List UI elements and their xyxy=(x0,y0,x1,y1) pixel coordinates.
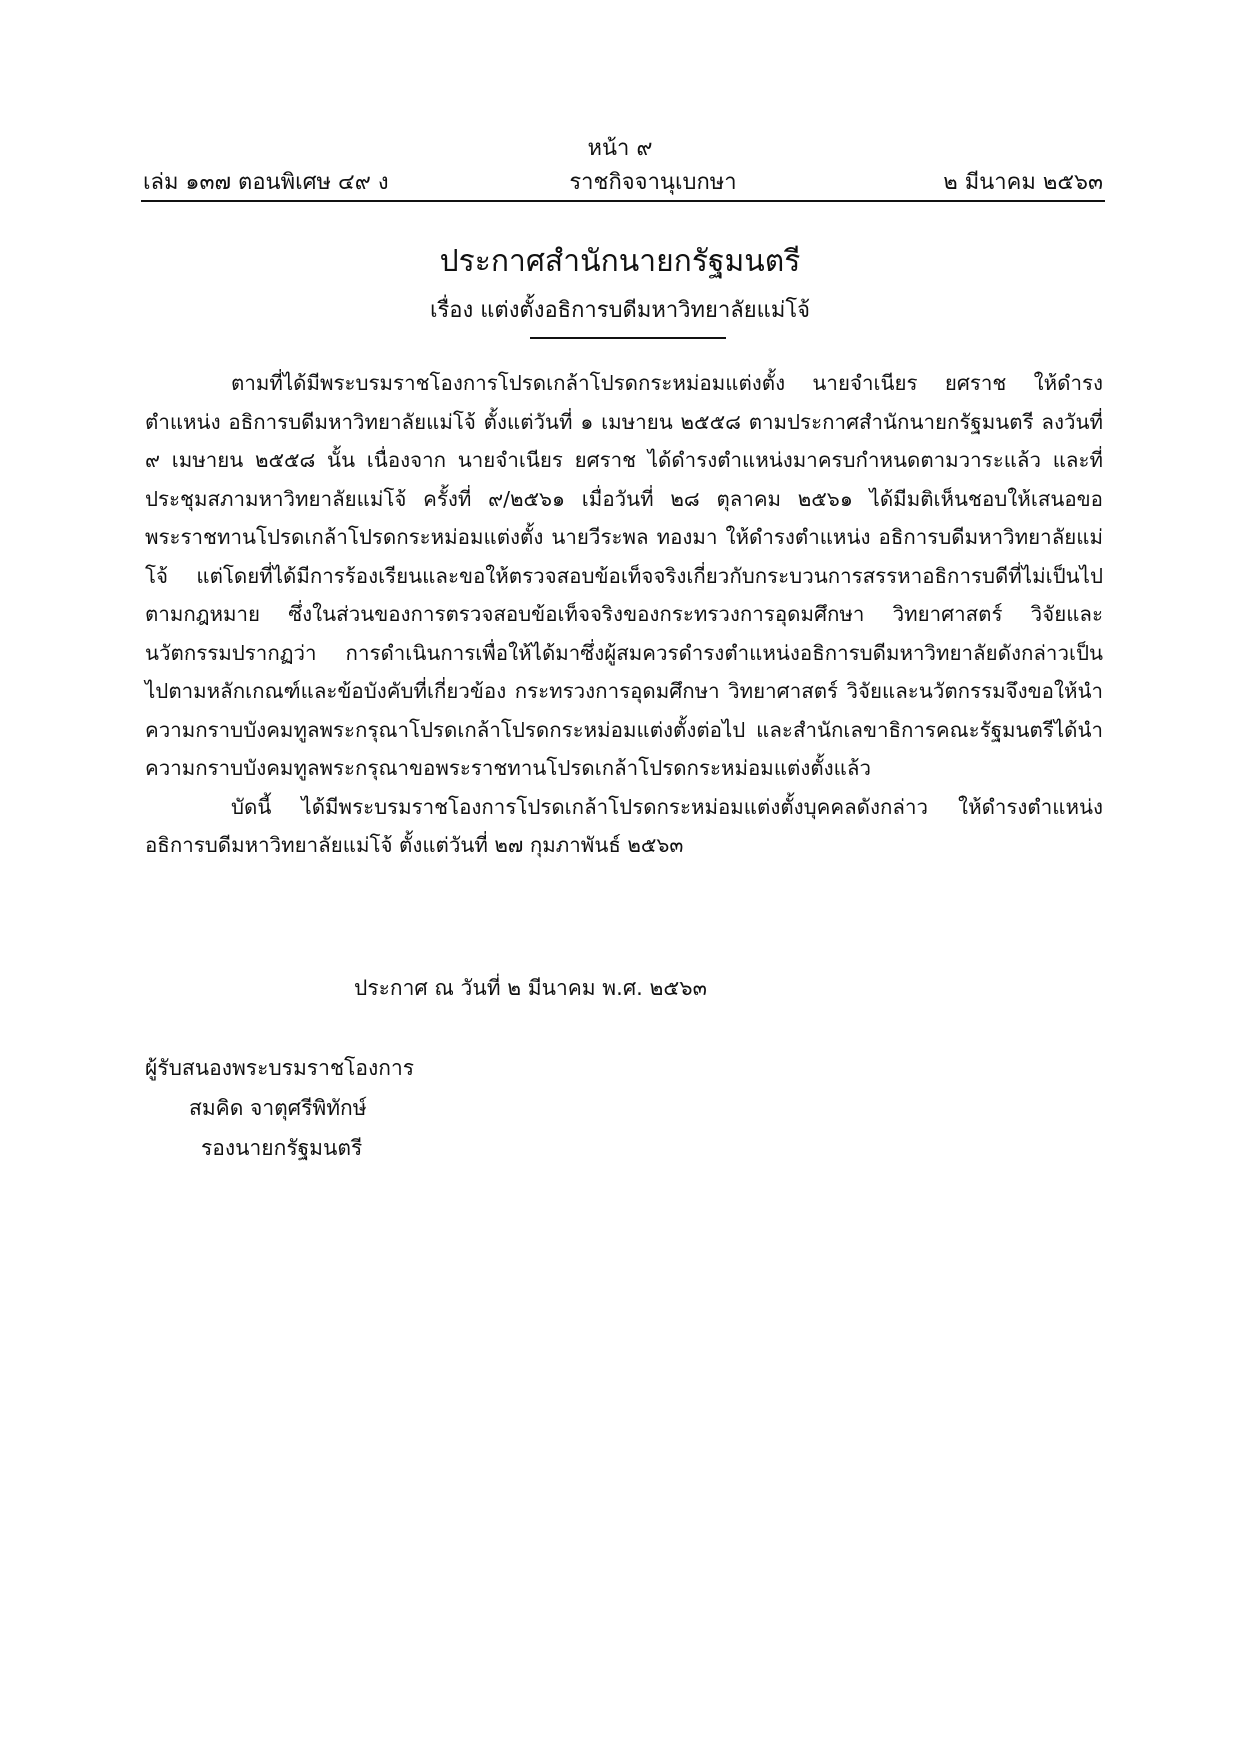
body-paragraph-1: ตามที่ได้มีพระบรมราชโองการโปรดเกล้าโปรดกระหม่อมแต่งตั้ง นายจำเนียร ยศราช ให้ดำรงตำแหน่ง อธิการบดีมหาวิทยาลัยแม่โจ้ ตั้งแต่วันที่ ๑ เมษายน ๒๕๕๘ ตามประกาศสำนักนายกรัฐมนตรี ลงวันที่ ๙ เมษายน ๒๕๕๘ นั้น เนื่องจาก นายจำเนียร ยศราช ได้ดำรงตำแหน่งมาครบกำหนดตามวาระแล้ว และที่ประชุมสภามหาวิทยาลัยแม่โจ้ ครั้งที่ ๙/๒๕๖๑ เมื่อวันที่ ๒๘ ตุลาคม ๒๕๖๑ ได้มีมติเห็นชอบให้เสนอขอพระราชทานโปรดเกล้าโปรดกระหม่อมแต่งตั้ง นายวีระพล ทองมา ให้ดำรงตำแหน่ง อธิการบดีมหาวิทยาลัยแม่โจ้ แต่โดยที่ได้มีการร้องเรียนและขอให้ตรวจสอบข้อเท็จจริงเกี่ยวกับกระบวนการสรรหาอธิการบดีที่ไม่เป็นไปตามกฎหมาย ซึ่งในส่วนของการตรวจสอบข้อเท็จจริงของกระทรวงการอุดมศึกษา วิทยาศาสตร์ วิจัยและนวัตกรรมปรากฏว่า การดำเนินการเพื่อให้ได้มาซึ่งผู้สมควรดำรงตำแหน่งอธิการบดีมหาวิทยาลัยดังกล่าวเป็นไปตามหลักเกณฑ์และข้อบังคับที่เกี่ยวข้อง กระทรวงการอุดมศึกษา วิทยาศาสตร์ วิจัยและนวัตกรรมจึงขอให้นำความกราบบังคมทูลพระกรุณาโปรดเกล้าโปรดกระหม่อมแต่งตั้งต่อไป และสำนักเลขาธิการคณะรัฐมนตรีได้นำความกราบบังคมทูลพระกรุณาขอพระราชทานโปรดเกล้าโปรดกระหม่อมแต่งตั้งแล้ว xyxy=(145,371,1103,780)
header-divider xyxy=(141,200,1105,202)
title-divider xyxy=(530,337,726,339)
body-paragraph-2: บัดนี้ ได้มีพระบรมราชโองการโปรดเกล้าโปรดกระหม่อมแต่งตั้งบุคคลดังกล่าว ให้ดำรงตำแหน่งอธิการบดีมหาวิทยาลัยแม่โจ้ ตั้งแต่วันที่ ๒๗ กุมภาพันธ์ ๒๕๖๓ xyxy=(145,794,1103,857)
countersign-label: ผู้รับสนองพระบรมราชโองการ xyxy=(145,1056,415,1080)
header-date: ๒ มีนาคม ๒๕๖๓ xyxy=(943,170,1103,195)
signature-block xyxy=(145,1048,414,1168)
signatory-name: สมคิด จาตุศรีพิทักษ์ xyxy=(189,1096,367,1120)
document-title: ประกาศสำนักนายกรัฐมนตรี xyxy=(439,244,801,279)
document-subject: เรื่อง แต่งตั้งอธิการบดีมหาวิทยาลัยแม่โจ้ xyxy=(429,298,811,323)
gazette-header xyxy=(143,164,1103,198)
announcement-date: ประกาศ ณ วันที่ ๒ มีนาคม พ.ศ. ๒๕๖๓ xyxy=(354,976,707,1000)
volume-issue: เล่ม ๑๓๗ ตอนพิเศษ ๔๙ ง xyxy=(143,170,389,195)
gazette-name: ราชกิจจานุเบกษา xyxy=(569,170,737,195)
document-body xyxy=(145,364,1103,865)
signatory-position: รองนายกรัฐมนตรี xyxy=(201,1136,363,1160)
page-number: หน้า ๙ xyxy=(587,136,653,161)
